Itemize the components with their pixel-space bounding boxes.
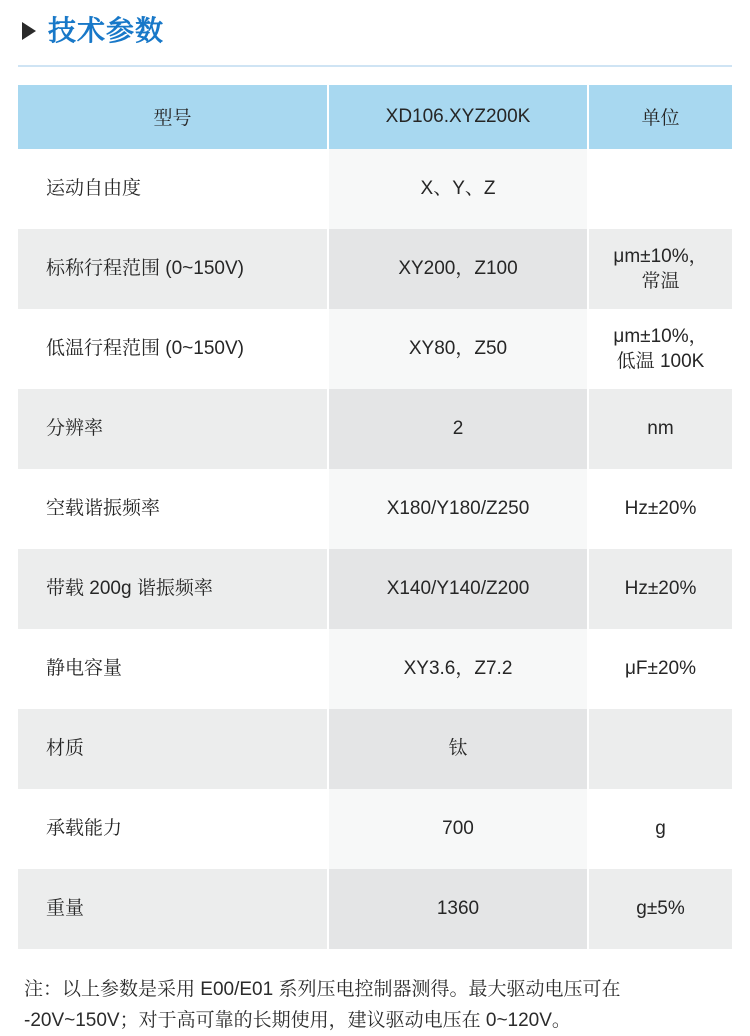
specification-table [18, 85, 732, 949]
row-unit [588, 309, 732, 389]
row-unit-line1: μm±10%， [613, 325, 708, 347]
table-header-row [18, 85, 732, 149]
table-row [18, 549, 732, 629]
column-header-model: XD106.XYZ200K [328, 85, 588, 149]
row-unit-line2: 低温 100K [616, 350, 705, 372]
table-row [18, 469, 732, 549]
table-row [18, 149, 732, 229]
row-unit: Hz±20% [588, 549, 732, 629]
row-label: 空载谐振频率 [18, 469, 328, 549]
row-value: 2 [328, 389, 588, 469]
table-row [18, 869, 732, 949]
header-divider [18, 65, 732, 67]
row-value: XY80，Z50 [328, 309, 588, 389]
row-label: 低温行程范围 (0~150V) [18, 309, 328, 389]
row-value: XY200，Z100 [328, 229, 588, 309]
footnote: 注：以上参数是采用 E00/E01 系列压电控制器测得。最大驱动电压可在 -20V~150V；对于高可靠的长期使用，建议驱动电压在 0~120V。 [24, 978, 621, 1031]
row-unit: g [588, 789, 732, 869]
table-row [18, 629, 732, 709]
row-value: 700 [328, 789, 588, 869]
table-row [18, 229, 732, 309]
row-value: X、Y、Z [328, 149, 588, 229]
row-value: 1360 [328, 869, 588, 949]
table-row [18, 709, 732, 789]
row-unit: Hz±20% [588, 469, 732, 549]
table-row [18, 389, 732, 469]
row-unit [588, 709, 732, 789]
row-label: 静电容量 [18, 629, 328, 709]
row-label: 材质 [18, 709, 328, 789]
table-row [18, 309, 732, 389]
row-label: 分辨率 [18, 389, 328, 469]
row-unit-line2: 常温 [641, 270, 680, 292]
row-value: X140/Y140/Z200 [328, 549, 588, 629]
row-unit: μF±20% [588, 629, 732, 709]
table-header [18, 85, 732, 149]
section-header [18, 0, 732, 57]
row-label: 承载能力 [18, 789, 328, 869]
row-unit [588, 229, 732, 309]
triangle-right-icon [22, 22, 36, 40]
row-unit: g±5% [588, 869, 732, 949]
row-label: 重量 [18, 869, 328, 949]
table-body [18, 149, 732, 949]
table-row [18, 789, 732, 869]
column-header-unit: 单位 [588, 85, 732, 149]
row-label: 运动自由度 [18, 149, 328, 229]
row-unit [588, 149, 732, 229]
row-value: XY3.6，Z7.2 [328, 629, 588, 709]
row-label: 带载 200g 谐振频率 [18, 549, 328, 629]
row-value: X180/Y180/Z250 [328, 469, 588, 549]
column-header-name: 型号 [18, 85, 328, 149]
row-label: 标称行程范围 (0~150V) [18, 229, 328, 309]
row-value: 钛 [328, 709, 588, 789]
page-title: 技术参数 [48, 15, 165, 46]
row-unit-line1: μm±10%， [613, 245, 708, 267]
row-unit: nm [588, 389, 732, 469]
